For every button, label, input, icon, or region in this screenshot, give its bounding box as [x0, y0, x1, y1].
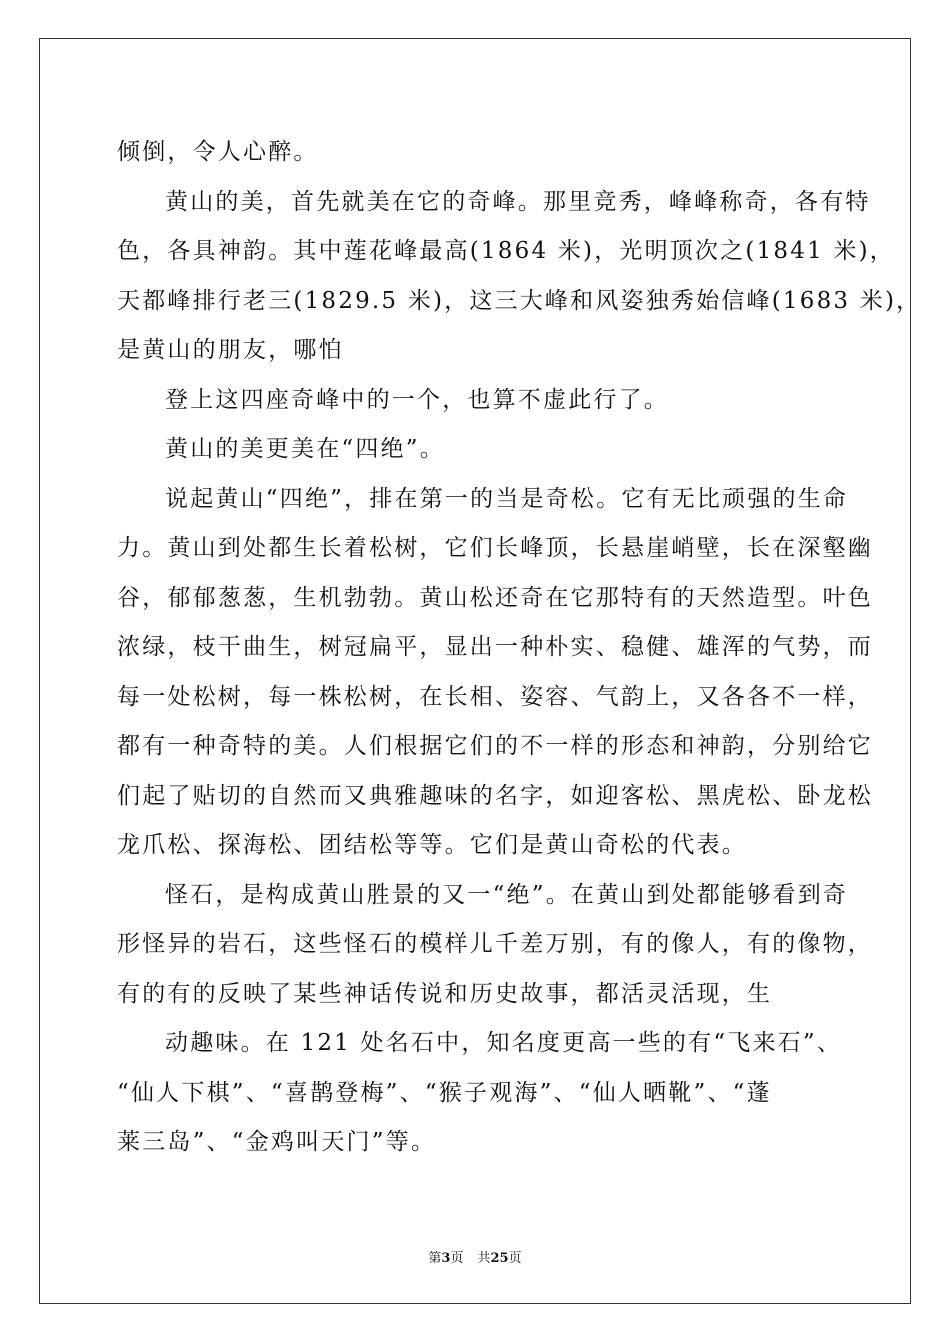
document-body — [117, 128, 922, 1168]
text-line: 力。黄山到处都生长着松树，它们长峰顶，长悬崖峭壁，长在深壑幽 — [117, 535, 873, 561]
text-line: 色，各具神韵。其中莲花峰最高(1864 米)，光明顶次之(1841 米)， — [117, 238, 895, 264]
text-line: 黄山的美更美在“四绝”。 — [165, 436, 445, 462]
text-line: 登上这四座奇峰中的一个，也算不虚此行了。 — [165, 386, 669, 413]
page-footer — [0, 1247, 950, 1266]
text-line: 都有一种奇特的美。人们根据它们的不一样的形态和神韵，分别给它 — [117, 733, 873, 759]
text-line: “仙人下棋”、“喜鹊登梅”、“猴子观海”、“仙人晒靴”、“蓬 — [117, 1079, 772, 1106]
footer-total-suffix: 页 — [508, 1251, 522, 1266]
footer-page-prefix: 第 — [428, 1251, 442, 1266]
text-line: 浓绿，枝干曲生，树冠扁平，显出一种朴实、稳健、雄浑的气势，而 — [117, 634, 873, 660]
text-line: 是黄山的朋友，哪怕 — [117, 337, 344, 363]
text-line: 有的有的反映了某些神话传说和历史故事，都活灵活现，生 — [117, 980, 773, 1007]
text-line: 天都峰排行老三(1829.5 米)，这三大峰和风姿独秀始信峰(1683 米)， — [117, 287, 922, 314]
text-line: 每一处松树，每一株松树，在长相、姿容、气韵上，又各各不一样， — [117, 683, 873, 710]
footer-page-number: 3 — [441, 1251, 451, 1266]
text-line: 莱三岛”、“金鸡叫天门”等。 — [117, 1129, 437, 1155]
text-line: 说起黄山“四绝”，排在第一的当是奇松。它有无比顽强的生命 — [165, 485, 849, 512]
text-line: 形怪异的岩石，这些怪石的模样儿千差万别，有的像人，有的像物， — [117, 931, 873, 957]
footer-page-suffix: 页 — [450, 1251, 464, 1266]
footer-total-prefix: 共 — [477, 1251, 491, 1266]
text-line: 们起了贴切的自然而又典雅趣味的名字，如迎客松、黑虎松、卧龙松 — [117, 782, 873, 809]
text-line: 黄山的美，首先就美在它的奇峰。那里竞秀，峰峰称奇，各有特 — [165, 188, 871, 215]
footer-total-pages: 25 — [490, 1251, 509, 1266]
text-line: 倾倒，令人心醉。 — [117, 139, 319, 165]
text-line: 动趣味。在 121 处名石中，知名度更高一些的有“飞来石”、 — [165, 1030, 843, 1056]
text-line: 龙爪松、探海松、团结松等等。它们是黄山奇松的代表。 — [117, 832, 747, 858]
text-line: 怪石，是构成黄山胜景的又一“绝”。在黄山到处都能够看到奇 — [165, 881, 849, 908]
text-line: 谷，郁郁葱葱，生机勃勃。黄山松还奇在它那特有的天然造型。叶色 — [117, 584, 873, 611]
